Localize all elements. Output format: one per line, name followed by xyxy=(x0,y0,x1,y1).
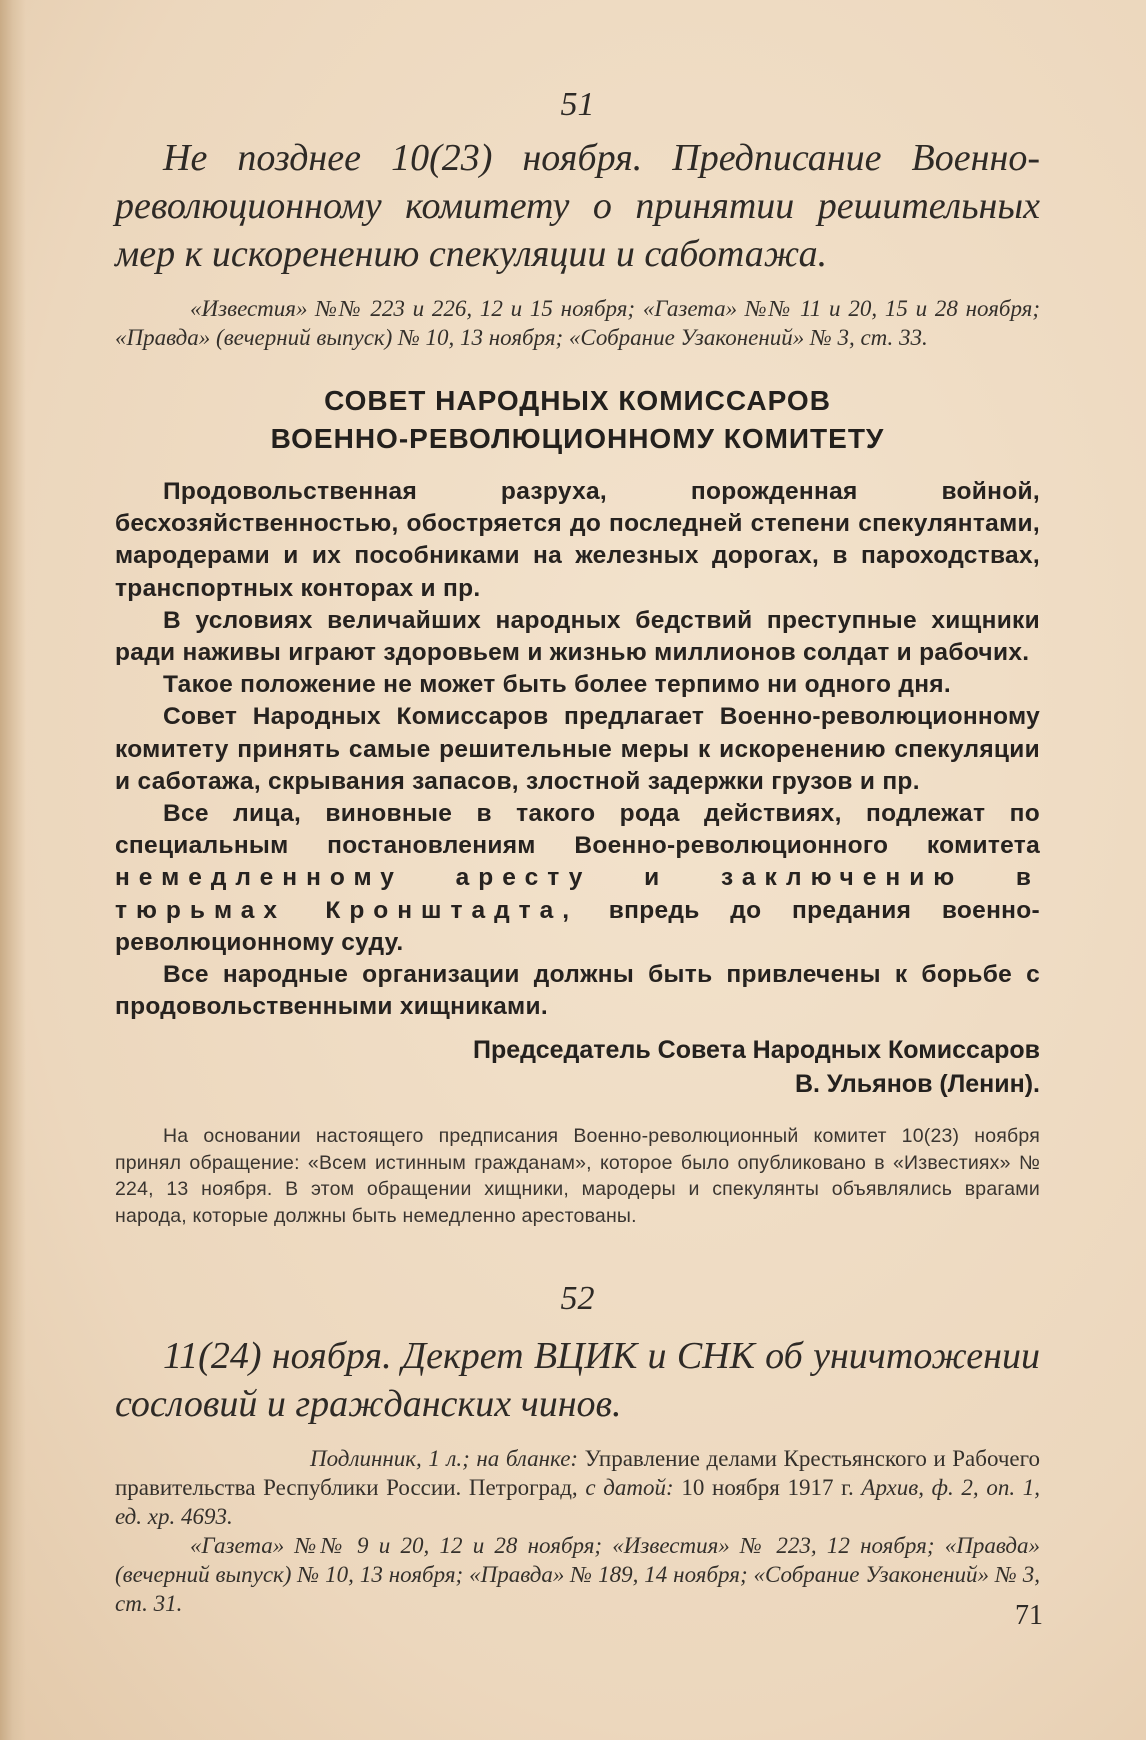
paragraph: В условиях величайших народных бедствий преступные хищники ради наживы играют здоровьем и жизнью миллионов солдат и рабочих. xyxy=(115,606,1040,667)
document-number: 51 xyxy=(560,86,595,123)
document-heading: Не позднее 10(23) ноября. Предписание Военно-революционному комитету о принятии решительных мер к искоренению спекуляции и саботажа. xyxy=(115,137,1040,275)
spaced-emphasis: немедленному аресту и заключению в тюрьмах Кронштадта, xyxy=(115,864,1040,924)
paragraph-text: впредь до предания военно-революционному суду. xyxy=(115,896,1040,956)
paragraph: Все народные организации должны быть привлечены к борьбе с продовольственными хищниками. xyxy=(115,961,1040,1021)
source-label: с датой: xyxy=(585,1475,674,1500)
paragraph: Продовольственная разруха, порожденная войной, бесхозяйственностью, обостряется до последней степени спекулянтами, мародерами и их пособниками на железных дорогах, в пароходствах, транспортных конторах и пр. xyxy=(115,478,1040,602)
publication-source: «Газета» №№ 9 и 20, 12 и 28 ноября; «Известия» № 223, 12 ноября; «Правда» (вечерний выпуск) № 10, 13 ноября; «Правда» № 189, 14 ноября; «Собрание Узаконений» № 3, ст. 31. xyxy=(115,1533,1040,1616)
publication-source: «Известия» №№ 223 и 226, 12 и 15 ноября; «Газета» №№ 11 и 20, 15 и 28 ноября; «Правда» (вечерний выпуск) № 10, 13 ноября; «Собрание Узаконений» № 3, ст. 33. xyxy=(115,296,1040,350)
document-number: 52 xyxy=(560,1280,595,1317)
source-text: Управление делами Крестьянского и Рабочего правительства Республики России. Петроград, xyxy=(115,1446,1041,1500)
editorial-note: На основании настоящего предписания Военно-революционный комитет 10(23) ноября принял обращение: «Всем истинным гражданам», которое было опубликовано в «Известиях» № 224, 13 ноября. В этом обращении хищники, мародеры и спекулянты объявлялись врагами народа, которые должны быть немедленно арестованы. xyxy=(115,1125,1040,1227)
source-label: Подлинник, 1 л.; на бланке: xyxy=(310,1446,579,1471)
document-51 xyxy=(115,86,1040,1229)
page-gutter-shadow xyxy=(0,0,26,1740)
document-52 xyxy=(115,1280,1040,1618)
document-heading: 11(24) ноября. Декрет ВЦИК и СНК об уничтожении сословий и гражданских чинов. xyxy=(115,1335,1040,1425)
signature-title: Председатель Совета Народных Комиссаров xyxy=(473,1036,1040,1065)
title-line-2: ВОЕННО-РЕВОЛЮЦИОННОМУ КОМИТЕТУ xyxy=(270,423,885,454)
source-label: Архив, ф. 2, оп. 1, ед. хр. 4693. xyxy=(115,1475,1041,1529)
paragraph: Совет Народных Комиссаров предлагает Военно-революционному комитету принять самые решительные меры к искоренению спекуляции и саботажа, скрывания запасов, злостной задержки грузов и пр. xyxy=(115,703,1040,795)
paragraph-text: Все лица, виновные в такого рода действиях, подлежат по специальным постановлениям Военно-революционного комитета xyxy=(115,800,1040,860)
paragraph xyxy=(115,798,1040,959)
signature-name: В. Ульянов (Ленин). xyxy=(794,1070,1040,1099)
source-text: 10 ноября 1917 г. xyxy=(681,1475,854,1500)
page-number: 71 xyxy=(1015,1600,1043,1631)
paragraph: Такое положение не может быть более терпимо ни одного дня. xyxy=(163,671,952,699)
archival-source xyxy=(115,1444,1040,1531)
decree-body xyxy=(115,476,1040,1023)
title-line-1: СОВЕТ НАРОДНЫХ КОМИССАРОВ xyxy=(324,385,831,416)
